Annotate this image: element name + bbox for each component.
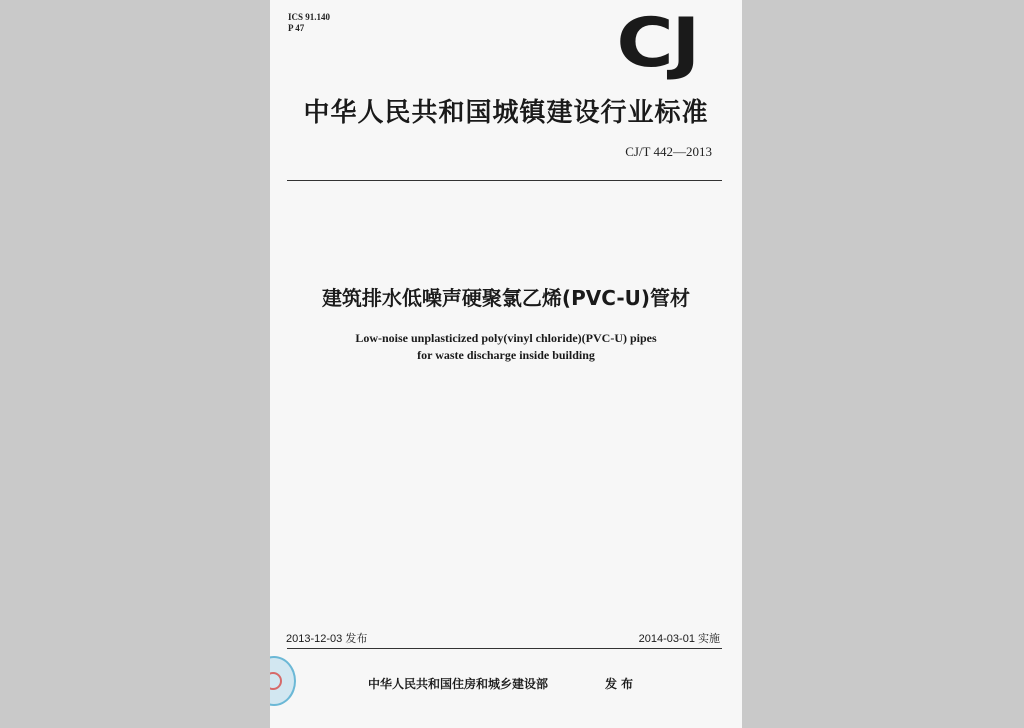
document-page xyxy=(270,0,742,728)
publish-label: 发布 xyxy=(605,677,638,691)
english-title xyxy=(270,330,742,364)
issue-date: 2013-12-03 发布 xyxy=(286,633,368,645)
seal-inner-ring xyxy=(270,672,282,690)
p-code: P 47 xyxy=(288,23,305,33)
english-title-line-1: Low-noise unplasticized poly(vinyl chloride)(PVC-U) pipes xyxy=(355,331,657,345)
classification-codes xyxy=(288,12,330,34)
publisher-name: 中华人民共和国住房和城乡建设部 xyxy=(368,677,549,691)
implementation-date: 2014-03-01 实施 xyxy=(638,633,720,645)
cj-logo: CJ xyxy=(616,4,698,83)
english-title-line-2: for waste discharge inside building xyxy=(417,348,595,362)
chinese-title: 建筑排水低噪声硬聚氯乙烯(PVC-U)管材 xyxy=(321,286,691,310)
standard-type-title: 中华人民共和国城镇建设行业标准 xyxy=(303,98,709,128)
ics-code: ICS 91.140 xyxy=(288,12,331,22)
standard-code: CJ/T 442—2013 xyxy=(625,144,712,159)
seal-stamp-icon xyxy=(270,656,296,706)
top-divider xyxy=(287,180,722,181)
bottom-divider xyxy=(287,648,722,649)
